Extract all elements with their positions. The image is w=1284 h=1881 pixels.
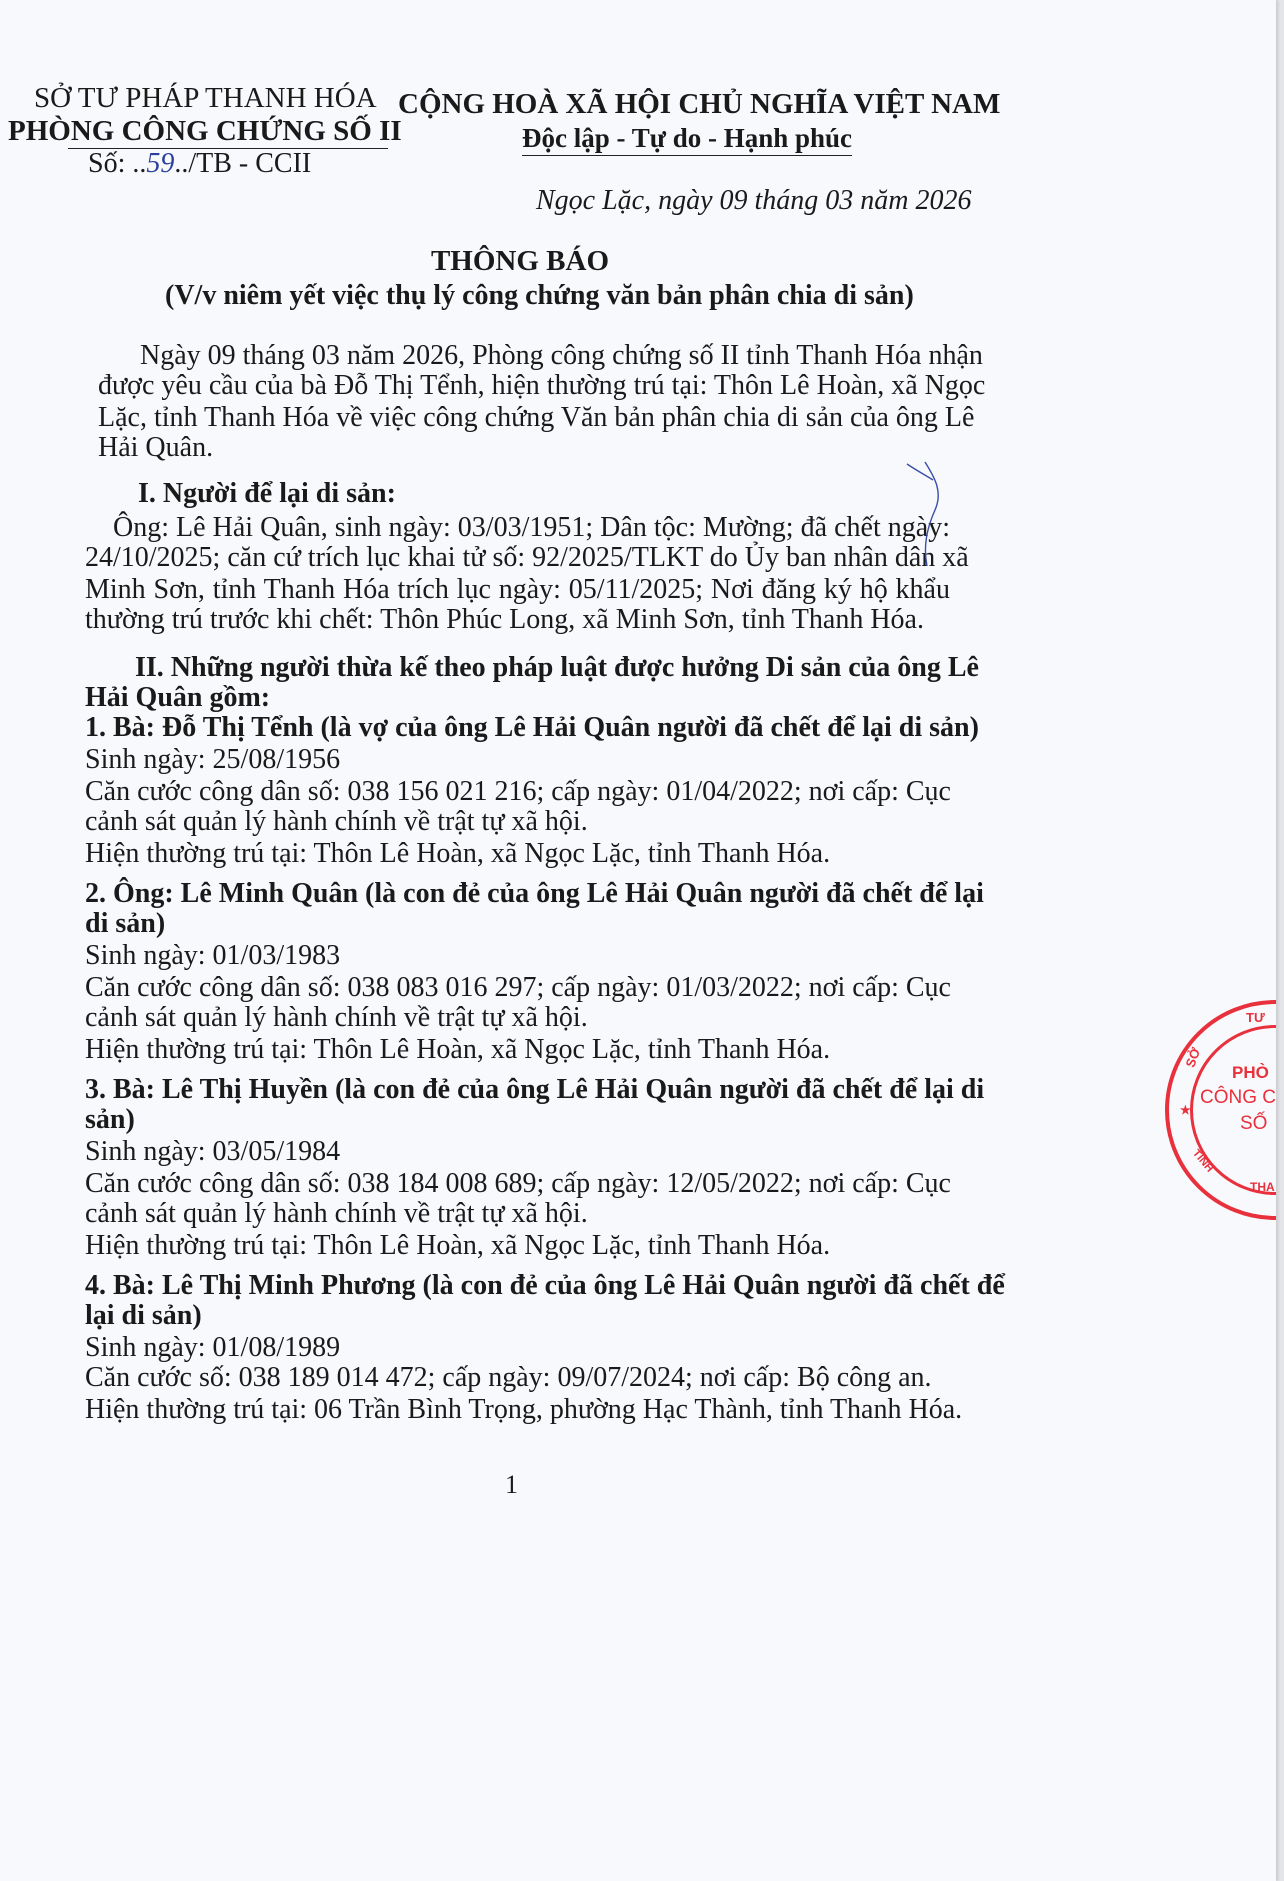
- seal-text-line1: PHÒ: [1232, 1063, 1269, 1082]
- heir1-residence: Hiện thường trú tại: Thôn Lê Hoàn, xã Ngọc Lặc, tỉnh Thanh Hóa.: [85, 838, 831, 869]
- heir2-id-1: Căn cước công dân số: 038 083 016 297; cấp ngày: 01/03/2022; nơi cấp: Cục: [85, 972, 951, 1003]
- heir2-residence: Hiện thường trú tại: Thôn Lê Hoàn, xã Ngọc Lặc, tỉnh Thanh Hóa.: [85, 1034, 831, 1065]
- heir3-title-2: sản): [85, 1104, 135, 1135]
- intro-line-2: được yêu cầu của bà Đỗ Thị Tểnh, hiện thường trú tại: Thôn Lê Hoàn, xã Ngọc: [98, 370, 986, 401]
- seal-star-icon: ★: [1180, 1103, 1191, 1117]
- section1-line-1: Ông: Lê Hải Quân, sinh ngày: 03/03/1951; Dân tộc: Mường; đã chết ngày:: [113, 512, 950, 543]
- heir4-birth: Sinh ngày: 01/08/1989: [85, 1332, 341, 1363]
- heir4-residence: Hiện thường trú tại: 06 Trần Bình Trọng, phường Hạc Thành, tỉnh Thanh Hóa.: [85, 1394, 963, 1425]
- office-name: [8, 115, 402, 148]
- heir3-id-1: Căn cước công dân số: 038 184 008 689; cấp ngày: 12/05/2022; nơi cấp: Cục: [85, 1168, 951, 1199]
- heir1-id-1: Căn cước công dân số: 038 156 021 216; cấp ngày: 01/04/2022; nơi cấp: Cục: [85, 776, 951, 807]
- motto-underline: [522, 155, 852, 156]
- section1-line-2: 24/10/2025; căn cứ trích lục khai tử số: 92/2025/TLKT do Ủy ban nhân dân xã: [85, 542, 969, 573]
- heir1-birth: Sinh ngày: 25/08/1956: [85, 744, 341, 775]
- heir2-title-2: di sản): [85, 908, 166, 939]
- place-date: Ngọc Lặc, ngày 09 tháng 03 năm 2026: [536, 185, 972, 216]
- intro-line-3: Lặc, tỉnh Thanh Hóa về việc công chứng Văn bản phân chia di sản của ông Lê: [98, 402, 975, 433]
- seal-text-top: TƯ: [1246, 1010, 1265, 1025]
- section2-heading-1: II. Những người thừa kế theo pháp luật được hưởng Di sản của ông Lê: [135, 652, 979, 683]
- number-suffix: ../TB - CCII: [174, 148, 312, 179]
- section1-heading: I. Người để lại di sản:: [138, 478, 396, 509]
- seal-text-line3: SỐ: [1240, 1113, 1268, 1134]
- number-prefix: Số: ..: [88, 148, 147, 179]
- heir1-title: 1. Bà: Đỗ Thị Tểnh (là vợ của ông Lê Hải Quân người đã chết để lại di sản): [85, 712, 979, 743]
- heir4-title-1: 4. Bà: Lê Thị Minh Phương (là con đẻ của ông Lê Hải Quân người đã chết để: [85, 1270, 1005, 1301]
- heir2-id-2: cảnh sát quản lý hành chính về trật tự xã hội.: [85, 1002, 588, 1033]
- seal-text-line2: CÔNG C: [1200, 1087, 1276, 1108]
- notice-subtitle: (V/v niêm yết việc thụ lý công chứng văn bản phân chia di sản): [165, 280, 914, 311]
- heir3-title-1: 3. Bà: Lê Thị Huyền (là con đẻ của ông Lê Hải Quân người đã chết để lại di: [85, 1074, 985, 1105]
- section1-line-3: Minh Sơn, tỉnh Thanh Hóa trích lục ngày: 05/11/2025; Nơi đăng ký hộ khẩu: [85, 574, 950, 605]
- section2-heading-2: Hải Quân gồm:: [85, 682, 271, 713]
- seal-text-bottom: THA: [1250, 1180, 1275, 1194]
- document-number: [88, 148, 311, 180]
- number-handwritten: 59: [146, 148, 175, 179]
- section1-line-4: thường trú trước khi chết: Thôn Phúc Long, xã Minh Sơn, tỉnh Thanh Hóa.: [85, 604, 924, 635]
- notice-title: THÔNG BÁO: [430, 245, 610, 277]
- heir2-title-1: 2. Ông: Lê Minh Quân (là con đẻ của ông Lê Hải Quân người đã chết để lại: [85, 878, 984, 909]
- heir3-birth: Sinh ngày: 03/05/1984: [85, 1136, 341, 1167]
- national-title: CỘNG HOÀ XÃ HỘI CHỦ NGHĨA VIỆT NAM: [398, 88, 1001, 120]
- intro-line-4: Hải Quân.: [98, 432, 214, 463]
- pen-mark-icon: [905, 458, 945, 568]
- seal-text-left: SỞ: [1182, 1045, 1204, 1070]
- heir4-id-1: Căn cước số: 038 189 014 472; cấp ngày: 09/07/2024; nơi cấp: Bộ công an.: [85, 1362, 932, 1393]
- heir3-id-2: cảnh sát quản lý hành chính về trật tự xã hội.: [85, 1198, 588, 1229]
- heir1-id-2: cảnh sát quản lý hành chính về trật tự xã hội.: [85, 806, 588, 837]
- intro-line-1: Ngày 09 tháng 03 năm 2026, Phòng công chứng số II tỉnh Thanh Hóa nhận: [140, 340, 983, 371]
- office-name-text: PHÒNG CÔNG CHỨNG SỐ II: [8, 115, 402, 147]
- department-name: SỞ TƯ PHÁP THANH HÓA: [34, 82, 377, 114]
- seal-text-bottom-left: TỈNH: [1189, 1147, 1216, 1175]
- heir3-residence: Hiện thường trú tại: Thôn Lê Hoàn, xã Ngọc Lặc, tỉnh Thanh Hóa.: [85, 1230, 831, 1261]
- page-number: 1: [505, 1470, 518, 1499]
- heir4-title-2: lại di sản): [85, 1300, 202, 1331]
- heir2-birth: Sinh ngày: 01/03/1983: [85, 940, 341, 971]
- national-motto: Độc lập - Tự do - Hạnh phúc: [522, 123, 853, 153]
